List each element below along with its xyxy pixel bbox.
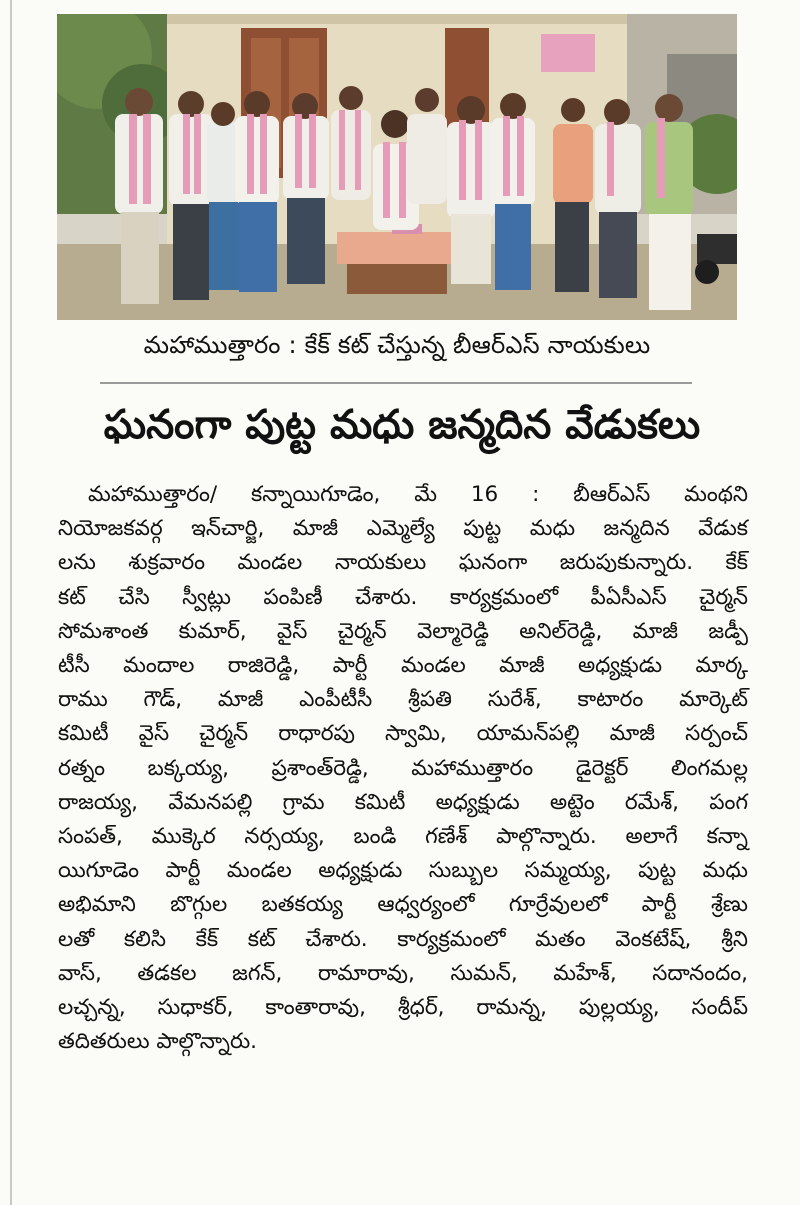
body-line: రాము గౌడ్, మాజీ ఎంపీటీసీ శ్రీపతి సురేశ్, కాటారం మార్కెట్	[58, 687, 748, 713]
body-line: యిగూడెం పార్టీ మండల అధ్యక్షుడు సుబ్బుల సమ్మయ్య, పుట్ట మధు	[58, 858, 748, 884]
body-line: వాస్, తడకల జగన్, రామారావు, సుమన్, మహేశ్, సదానందం,	[58, 960, 748, 986]
body-line: లచ్చన్న, సుధాకర్, కాంతారావు, శ్రీధర్, రామన్న, పుల్లయ్య, సందీప్	[58, 995, 748, 1021]
body-line: టీసీ మందాల రాజిరెడ్డి, పార్టీ మండల మాజీ అధ్యక్షుడు మార్క	[58, 653, 748, 679]
body-line: సోమశాంత కుమార్, వైస్ చైర్మన్ వెల్మారెడ్డి అనిల్‌రెడ్డి, మాజీ జడ్పీ	[58, 618, 748, 644]
body-line: అభిమాని బొగ్గుల బతకయ్య ఆధ్వర్యంలో గూర్రేవులలో పార్టీ శ్రేణు	[58, 892, 748, 918]
divider	[100, 382, 692, 384]
article-body	[58, 478, 748, 1059]
body-line: తదితరులు పాల్గొన్నారు.	[58, 1029, 258, 1055]
photo-caption: మహాముత్తారం : కేక్ కట్ చేస్తున్న బీఆర్ఎస్ నాయకులు	[143, 331, 651, 359]
group-photo-illustration	[57, 14, 737, 320]
article-headline: ఘనంగా పుట్ట మధు జన్మదిన వేడుకలు	[103, 402, 701, 448]
body-line: మహాముత్తారం/ కన్నాయిగూడెం, మే 16 : బీఆర్ఎస్ మంథని	[88, 482, 748, 507]
body-line: కమిటీ వైస్ చైర్మన్ రాధారపు స్వామి, యామన్‌పల్లి మాజీ సర్పంచ్	[58, 721, 748, 747]
body-line: సంపత్, ముక్కెర నర్సయ్య, బండి గణేశ్ పాల్గొన్నారు. అలాగే కన్నా	[58, 824, 748, 850]
news-photo	[57, 14, 737, 320]
body-line: లను శుక్రవారం మండల నాయకులు ఘనంగా జరుపుకున్నారు. కేక్	[58, 550, 748, 576]
body-line: రాజయ్య, వేమనపల్లి గ్రామ కమిటీ అధ్యక్షుడు అట్టెం రమేశ్, పంగ	[58, 789, 748, 815]
body-line: నియోజకవర్గ ఇన్‌చార్జి, మాజీ ఎమ్మెల్యే పుట్ట మధు జన్మదిన వేడుక	[58, 516, 748, 542]
body-line: కట్ చేసి స్వీట్లు పంపిణీ చేశారు. కార్యక్రమంలో పీఏసీఎస్ చైర్మన్	[58, 584, 748, 610]
next-headline-fragment	[100, 1190, 720, 1205]
column-rule	[10, 0, 12, 1205]
body-line: లతో కలిసి కేక్ కట్ చేశారు. కార్యక్రమంలో మతం వెంకటేష్, శ్రీని	[58, 926, 748, 952]
body-line: రత్నం బక్కయ్య, ప్రశాంత్‌రెడ్డి, మహాముత్తారం డైరెక్టర్ లింగమల్ల	[58, 755, 748, 781]
